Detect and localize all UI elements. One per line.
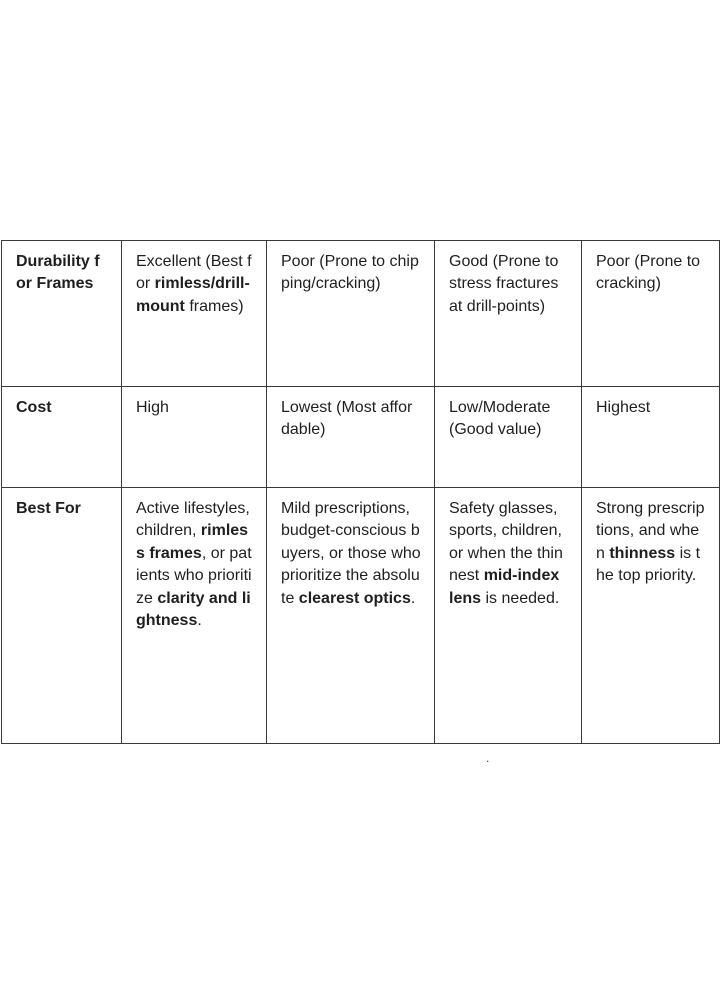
cell-text: is needed. — [481, 589, 560, 607]
table-cell — [267, 488, 435, 744]
row-header-durability: Durability for Frames — [2, 241, 122, 387]
table-cell — [435, 241, 582, 387]
cell-text: , or patients who prioritize — [136, 544, 252, 607]
cell-text-bold: rimless/drill-mount — [136, 275, 250, 315]
table-cell — [435, 387, 582, 488]
cell-text-bold: clearest optics — [298, 589, 411, 607]
row-header-cost: Cost — [2, 387, 122, 488]
cell-text: Good (Prone to stress fractures at drill-points) — [449, 253, 559, 315]
table-row-durability — [2, 241, 720, 387]
table-cell — [582, 488, 720, 744]
comparison-table — [1, 240, 720, 744]
table-cell — [582, 241, 720, 387]
cell-text: Lowest (Most affordable) — [281, 399, 413, 439]
cell-text: Strong prescriptions, and when — [596, 500, 705, 562]
cell-text: Poor (Prone to chipping/cracking) — [281, 253, 419, 293]
table-cell — [122, 241, 267, 387]
cell-text: frames) — [184, 297, 244, 315]
table-cell — [582, 387, 720, 488]
cell-text: Mild prescriptions, budget-conscious buyers, or those who prioritize the absolute — [281, 500, 421, 607]
cell-text: Highest — [596, 399, 651, 416]
cell-text: Active lifestyles, children, — [136, 500, 250, 540]
cell-text: . — [197, 612, 202, 630]
row-header-best-for: Best For — [2, 488, 122, 744]
cell-text-bold: clarity and lightness — [136, 589, 251, 630]
table-cell — [267, 241, 435, 387]
cell-text: Low/Moderate (Good value) — [449, 399, 551, 439]
cell-text-bold: rimless frames — [136, 522, 249, 562]
footer-mark: . — [486, 751, 490, 765]
table-row-best-for — [2, 488, 720, 744]
cell-text: High — [136, 399, 169, 416]
cell-text: Safety glasses, sports, children, or when the thinnest — [449, 500, 563, 585]
cell-text: Excellent (Best for — [136, 253, 252, 293]
cell-text-bold: mid-index lens — [449, 567, 560, 607]
cell-text-bold: thinness — [609, 544, 676, 562]
cell-text: is the top priority. — [596, 544, 701, 585]
table-cell — [122, 387, 267, 488]
cell-text: Poor (Prone to cracking) — [596, 253, 701, 293]
table-cell — [122, 488, 267, 744]
table-row-cost — [2, 387, 720, 488]
table-cell — [435, 488, 582, 744]
table-cell — [267, 387, 435, 488]
cell-text: . — [410, 589, 416, 607]
